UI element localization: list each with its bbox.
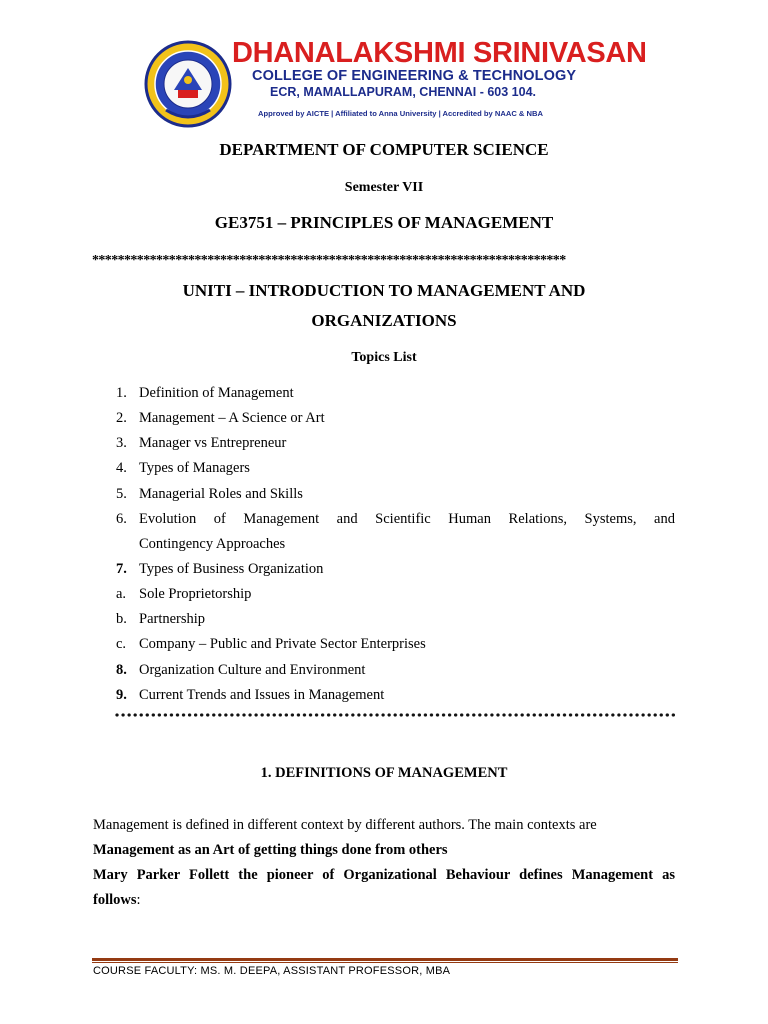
follett-colon: :	[136, 892, 141, 908]
list-item-text: Sole Proprietorship	[139, 586, 252, 602]
list-item-text: Partnership	[139, 611, 206, 627]
list-item-number: b.	[116, 611, 127, 627]
follett-follows-text: follows	[93, 892, 137, 908]
college-address: ECR, MAMALLAPURAM, CHENNAI - 603 104.	[270, 85, 537, 99]
list-item-text: Company – Public and Private Sector Enterprises	[139, 636, 426, 652]
unit-title-line-2: ORGANIZATIONS	[311, 311, 457, 330]
list-item-text: Definition of Management	[139, 385, 294, 401]
list-item-number: 3.	[116, 435, 127, 451]
college-emblem-icon	[144, 40, 232, 128]
list-item-text: Organization Culture and Environment	[139, 662, 366, 678]
section-heading: 1. DEFINITIONS OF MANAGEMENT	[260, 765, 508, 781]
list-item-number: 6.	[116, 511, 127, 527]
department-title: DEPARTMENT OF COMPUTER SCIENCE	[219, 140, 549, 159]
asterisk-separator: **************************************************************************	[92, 254, 566, 268]
list-item-number: 5.	[116, 486, 127, 502]
list-item-text: Evolution of Management and Scientific Human Relations, Systems, and	[139, 511, 675, 527]
list-item-number: 2.	[116, 410, 127, 426]
follett-definition-line-1: Mary Parker Follett the pioneer of Organizational Behaviour defines Management as	[93, 867, 675, 883]
footer-course-faculty: COURSE FACULTY: MS. M. DEEPA, ASSISTANT PROFESSOR, MBA	[93, 965, 451, 977]
course-title: GE3751 – PRINCIPLES OF MANAGEMENT	[214, 213, 554, 232]
subheading-art: Management as an Art of getting things done from others	[93, 842, 448, 858]
list-item	[116, 509, 676, 555]
list-item-number: 1.	[116, 385, 127, 401]
list-item-text-continuation: Contingency Approaches	[139, 536, 286, 552]
unit-title-line-1: UNITI – INTRODUCTION TO MANAGEMENT AND	[182, 281, 586, 300]
college-letterhead	[140, 34, 647, 130]
list-item-text: Management – A Science or Art	[139, 410, 325, 426]
semester-label: Semester VII	[344, 180, 424, 195]
list-item-number: a.	[116, 586, 127, 602]
follett-definition-line-2	[93, 890, 675, 910]
topics-list-heading: Topics List	[351, 350, 417, 365]
list-item-text: Types of Business Organization	[139, 561, 324, 577]
list-item-text: Managerial Roles and Skills	[139, 486, 303, 502]
list-item-number: 9.	[116, 687, 127, 703]
list-item-text: Current Trends and Issues in Management	[139, 687, 385, 703]
dotted-separator	[114, 713, 676, 717]
list-item-text: Types of Managers	[139, 460, 250, 476]
intro-paragraph: Management is defined in different context by different authors. The main contexts are	[93, 817, 597, 833]
list-item-number: 4.	[116, 460, 127, 476]
college-name: DHANALAKSHMI SRINIVASAN	[232, 37, 647, 69]
list-item-number: 7.	[116, 561, 127, 577]
footer-rule-thin	[92, 962, 678, 963]
list-item-text: Manager vs Entrepreneur	[139, 435, 287, 451]
list-item-number: c.	[116, 636, 127, 652]
footer-rule	[92, 958, 678, 961]
college-approval-line: Approved by AICTE | Affiliated to Anna University | Accredited by NAAC & NBA	[258, 109, 543, 118]
list-item-number: 8.	[116, 662, 127, 678]
college-subtitle: COLLEGE OF ENGINEERING & TECHNOLOGY	[252, 68, 577, 84]
